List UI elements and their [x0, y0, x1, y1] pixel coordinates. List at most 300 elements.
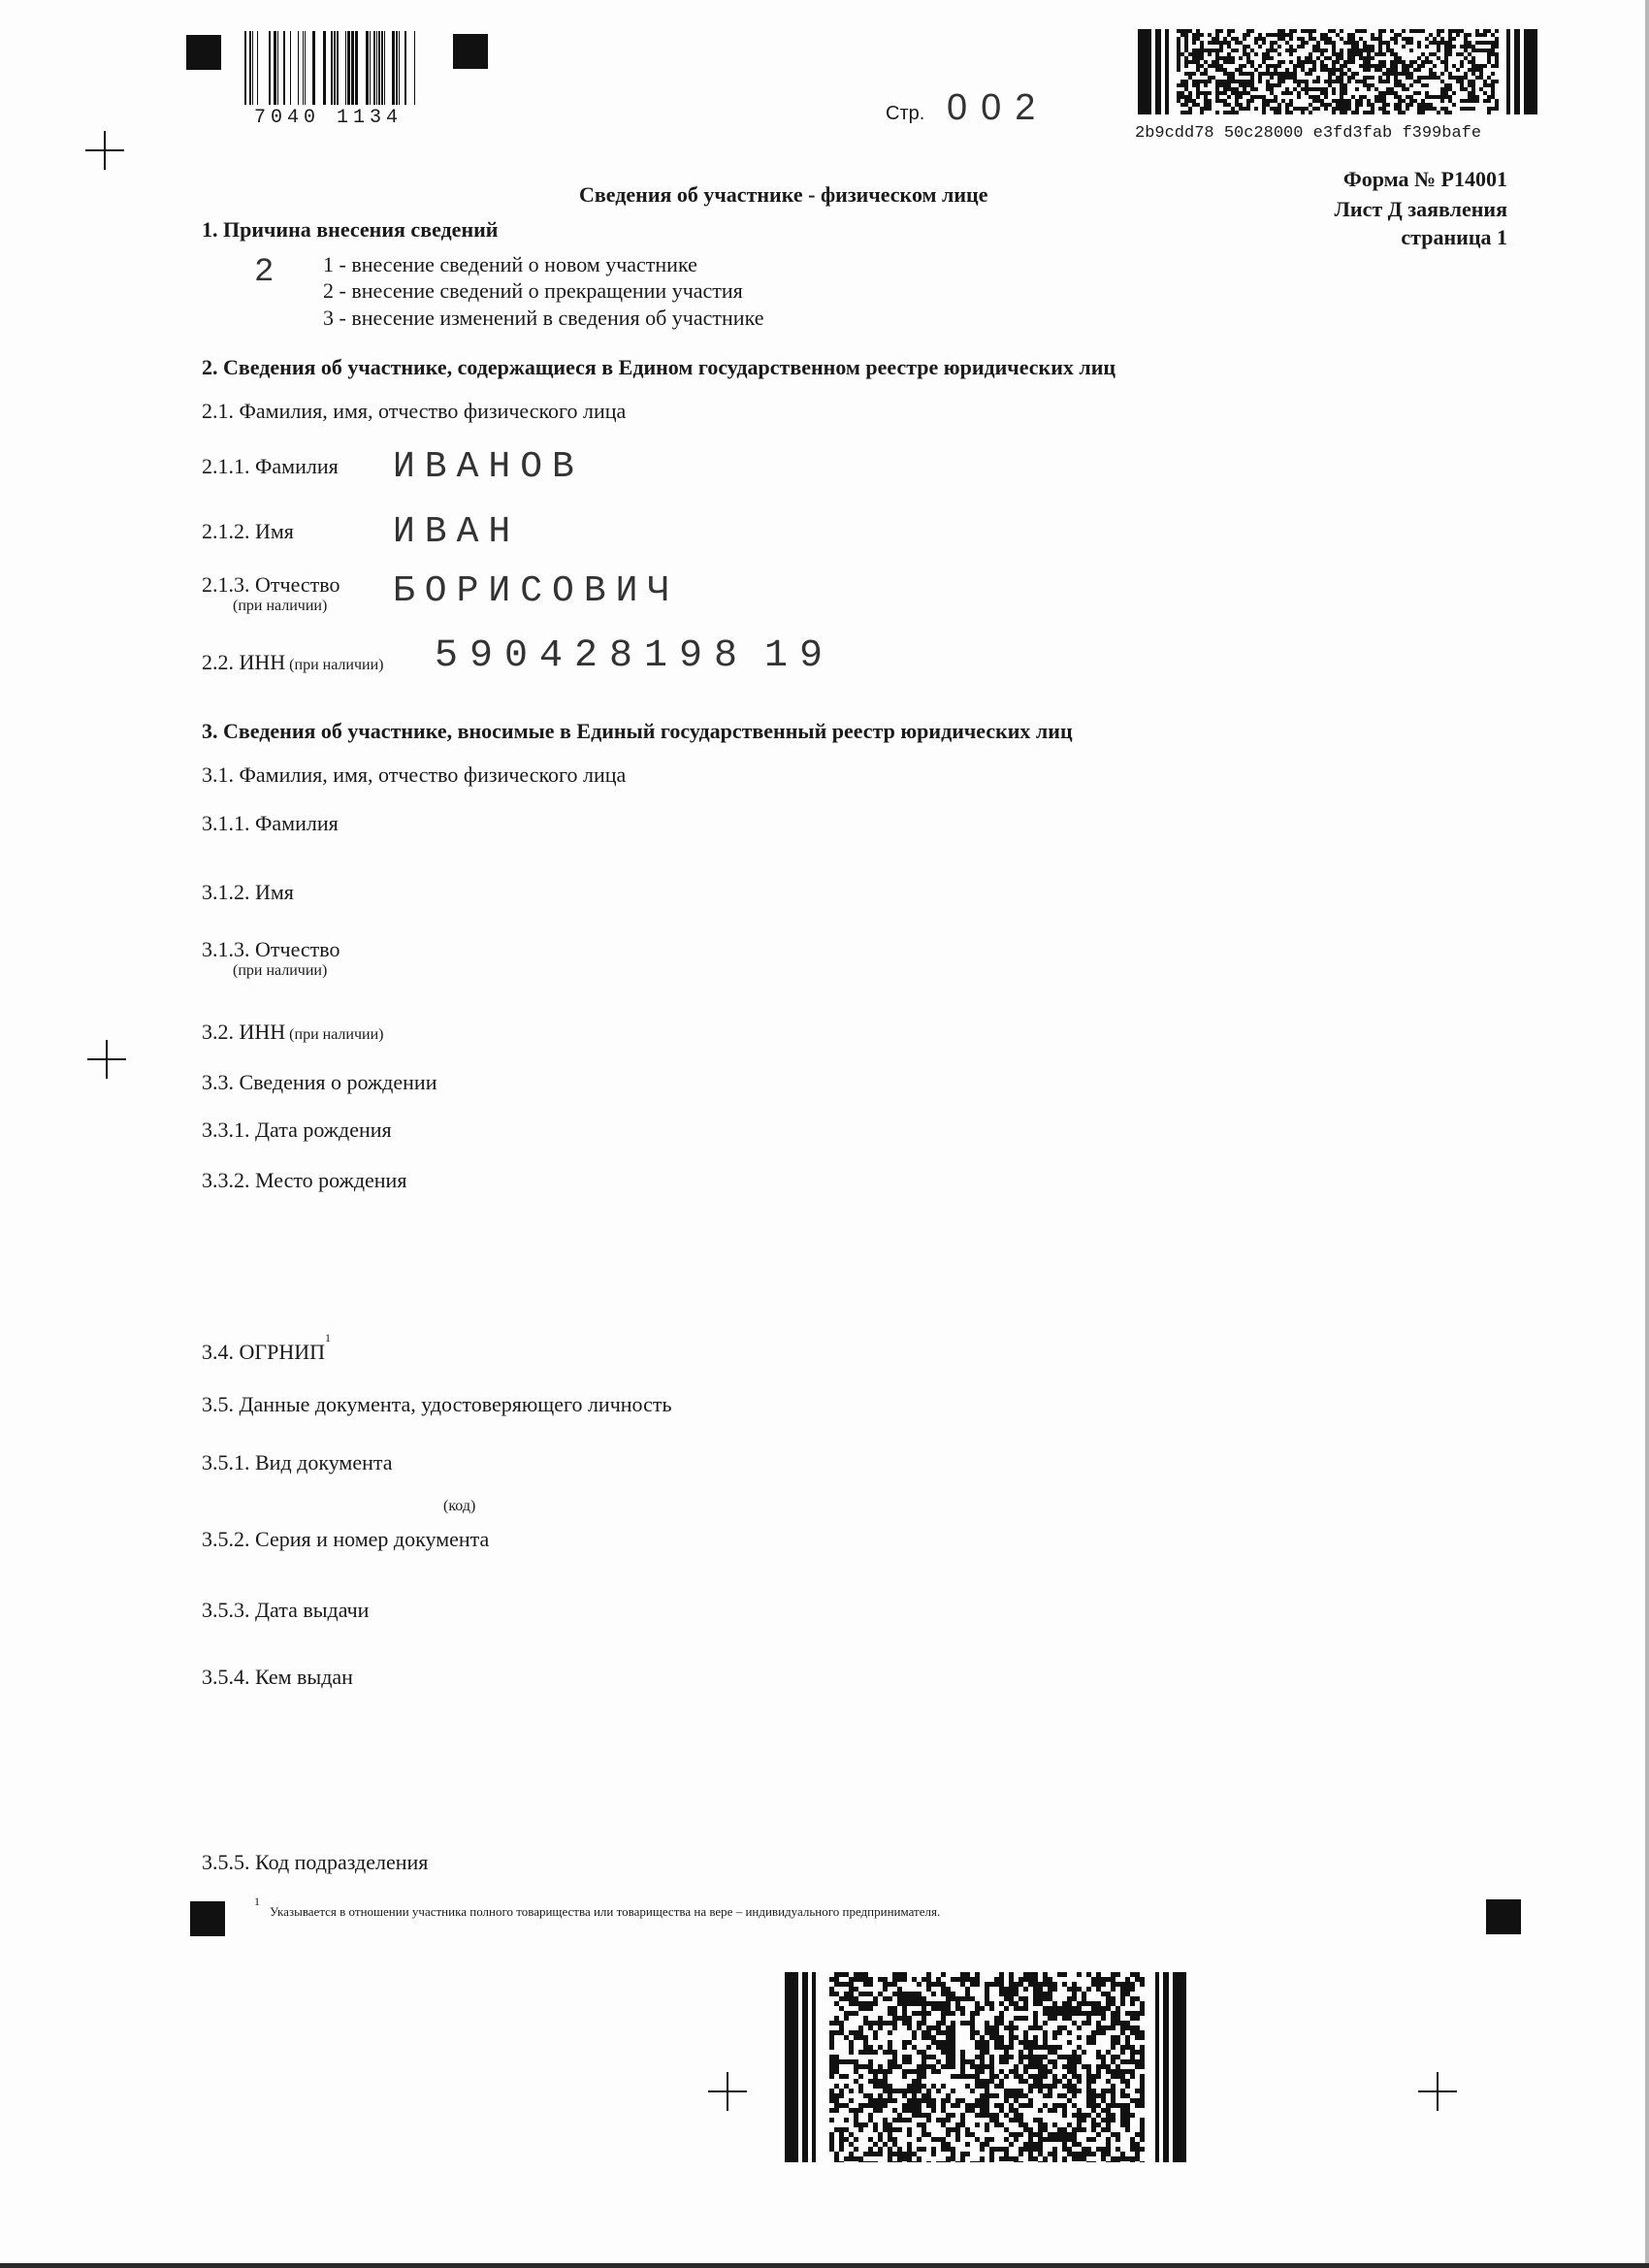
code-module [922, 2098, 926, 2103]
code-module [1038, 2074, 1043, 2079]
code-module [1120, 2079, 1125, 2084]
code-module [989, 2069, 994, 2074]
code-module [1487, 95, 1491, 99]
code-module [907, 2089, 912, 2093]
code-module [868, 2147, 873, 2152]
code-module [1077, 2025, 1082, 2030]
code-module [1062, 2108, 1067, 2113]
code-module [1057, 2127, 1062, 2132]
code-module [1101, 2089, 1106, 2093]
code-module [844, 2118, 849, 2122]
code-module [839, 2103, 844, 2108]
code-module [1215, 91, 1219, 95]
code-module [1371, 37, 1374, 41]
code-module [1483, 49, 1487, 52]
code-module [1215, 95, 1219, 99]
code-module [1072, 2156, 1077, 2161]
code-module [1028, 2074, 1033, 2079]
code-module [989, 2156, 994, 2161]
code-module [946, 1992, 951, 1996]
code-module [1402, 87, 1406, 91]
code-module [985, 2103, 989, 2108]
code-module [1440, 80, 1444, 83]
code-module [1140, 2030, 1145, 2035]
code-module [829, 2021, 834, 2025]
code-module [829, 2132, 834, 2137]
code-module [1009, 2142, 1014, 2147]
code-module [1028, 2064, 1033, 2069]
code-module [1125, 2035, 1130, 2040]
code-module [1301, 111, 1305, 114]
code-module [960, 2113, 965, 2118]
code-module [1328, 72, 1332, 76]
code-module [1471, 80, 1475, 83]
code-module [839, 2074, 844, 2079]
code-module [1250, 60, 1254, 64]
code-module [1460, 64, 1464, 68]
code-module [1437, 76, 1440, 80]
code-module [946, 1996, 951, 2001]
code-module [1023, 2127, 1028, 2132]
code-module [1231, 107, 1235, 111]
code-module [1239, 107, 1243, 111]
code-module [946, 2001, 951, 2006]
page-title: Сведения об участнике - физическом лице [579, 182, 988, 207]
code-module [1394, 68, 1398, 72]
code-module [1309, 56, 1312, 60]
reason-option-2: 2 - внесение сведений о прекращении участия [323, 278, 743, 303]
code-module [1096, 2025, 1101, 2030]
code-module [844, 2156, 849, 2161]
code-module [1082, 2118, 1086, 2122]
code-module [917, 2079, 922, 2084]
code-module [1367, 103, 1371, 107]
code-module [1101, 2016, 1106, 2021]
code-module [1038, 2084, 1043, 2089]
code-module [1043, 2156, 1048, 2161]
code-module [1111, 1996, 1116, 2001]
code-module [1266, 83, 1270, 87]
code-module [1336, 33, 1340, 37]
code-module [980, 2055, 985, 2059]
code-module [1091, 2103, 1096, 2108]
code-module [989, 2113, 994, 2118]
code-module [1130, 2050, 1135, 2055]
code-module [1180, 33, 1184, 37]
code-module [1009, 2055, 1014, 2059]
code-module [1177, 99, 1180, 103]
code-module [1460, 45, 1464, 49]
code-module [849, 2050, 854, 2055]
code-module [1177, 45, 1180, 49]
code-module [1340, 99, 1343, 103]
code-module [1305, 29, 1309, 33]
code-module [917, 2074, 922, 2079]
code-module [1192, 80, 1196, 83]
code-module [1250, 80, 1254, 83]
code-module [1067, 2055, 1072, 2059]
barcode-bar [399, 31, 400, 105]
code-module [868, 2079, 873, 2084]
code-module [922, 2069, 926, 2074]
code-module [1340, 29, 1343, 33]
code-module [1033, 1987, 1038, 1992]
code-module [854, 2147, 858, 2152]
code-module [1312, 87, 1316, 91]
code-module [873, 2050, 878, 2055]
code-module [1188, 107, 1192, 111]
code-module [1239, 68, 1243, 72]
barcode-bar [381, 31, 383, 105]
code-module [1223, 60, 1227, 64]
code-module [1014, 2093, 1018, 2098]
code-module [1196, 33, 1200, 37]
code-module [999, 2055, 1004, 2059]
birth-date-label: 3.3.1. Дата рождения [202, 1118, 392, 1142]
code-module [1125, 2069, 1130, 2074]
code-module [1495, 45, 1499, 49]
code-module [1067, 2040, 1072, 2045]
code-module [1227, 103, 1231, 107]
code-module [1421, 76, 1425, 80]
code-module [839, 2137, 844, 2142]
code-module [1475, 99, 1479, 103]
code-module [926, 2089, 931, 2093]
code-module [1086, 2016, 1091, 2021]
section2-heading: 2. Сведения об участнике, содержащиеся в Едином государственном реестре юридических лиц [202, 355, 1116, 379]
code-module [1116, 2137, 1120, 2142]
code-module [946, 2040, 951, 2045]
code-module [1347, 41, 1351, 45]
code-module [1390, 60, 1394, 64]
crosshair-mark-middle [87, 1040, 126, 1079]
code-module [1052, 2137, 1057, 2142]
code-module [1433, 52, 1437, 56]
code-module [1082, 2156, 1086, 2161]
code-module [907, 1992, 912, 1996]
code-module [1077, 2059, 1082, 2064]
code-module [897, 2001, 902, 2006]
code-module [897, 2113, 902, 2118]
code-module [1048, 2016, 1052, 2021]
code-module [960, 2161, 965, 2162]
code-module [946, 2156, 951, 2161]
code-module [902, 2074, 907, 2079]
code-module [1394, 95, 1398, 99]
code-module [960, 2055, 965, 2059]
code-module [1390, 52, 1394, 56]
code-module [1343, 103, 1347, 107]
registration-square-bottom-left [190, 1901, 225, 1936]
code-module [985, 2064, 989, 2069]
code-module [1231, 60, 1235, 64]
code-module [922, 2016, 926, 2021]
code-module [868, 2050, 873, 2055]
crosshair-mark-bottom-mid [708, 2072, 747, 2111]
code-module [1309, 52, 1312, 56]
code-module [873, 2030, 878, 2035]
code-module [1033, 2147, 1038, 2152]
birth-place-label: 3.3.2. Место рождения [202, 1168, 407, 1192]
code-module [1456, 29, 1460, 33]
code-module [1212, 49, 1215, 52]
code-module [829, 2089, 834, 2093]
code-module [1130, 1987, 1135, 1992]
code-module [1464, 76, 1468, 80]
code-module [1043, 2030, 1048, 2035]
code-module [922, 2113, 926, 2118]
code-module [883, 2079, 888, 2084]
code-module [1227, 72, 1231, 76]
code-module [849, 2142, 854, 2147]
surname-label: 2.1.1. Фамилия [202, 454, 339, 478]
code-module [834, 2001, 839, 2006]
code-module [1262, 60, 1266, 64]
code-module [1223, 87, 1227, 91]
code-module [1111, 2045, 1116, 2050]
code-module [946, 2093, 951, 2098]
code-module [844, 2074, 849, 2079]
code-module [1285, 87, 1289, 91]
code-module [1378, 33, 1382, 37]
code-module [1033, 2040, 1038, 2045]
code-module [1096, 2103, 1101, 2108]
code-module [1468, 107, 1471, 111]
code-module [1270, 72, 1274, 76]
code-module [1200, 41, 1204, 45]
code-module [960, 2021, 965, 2025]
code-module [936, 2045, 941, 2050]
code-module [994, 2035, 999, 2040]
code-module [888, 2122, 892, 2127]
code-module [1316, 95, 1320, 99]
code-module [868, 2098, 873, 2103]
code-module [1062, 1972, 1067, 1977]
code-module [1239, 91, 1243, 95]
code-module [936, 2118, 941, 2122]
code-module [970, 2132, 975, 2137]
code-module [1184, 45, 1188, 49]
code-module [1072, 2113, 1077, 2118]
code-module [1116, 2011, 1120, 2016]
code-module [1448, 99, 1452, 103]
code-module [1340, 49, 1343, 52]
code-module [1355, 52, 1359, 56]
code-module [1204, 107, 1208, 111]
code-module [1227, 80, 1231, 83]
code-module [1246, 29, 1250, 33]
code-module [1111, 2113, 1116, 2118]
code-module [989, 2001, 994, 2006]
code-module [1009, 1982, 1014, 1987]
code-module [985, 2127, 989, 2132]
guard-bar [1524, 29, 1537, 114]
code-module [1192, 49, 1196, 52]
code-module [1471, 68, 1475, 72]
code-module [989, 2064, 994, 2069]
code-module [1091, 2098, 1096, 2103]
code-module [1312, 64, 1316, 68]
code-module [1417, 68, 1421, 72]
code-module [1192, 33, 1196, 37]
code-module [1394, 37, 1398, 41]
code-module [1215, 60, 1219, 64]
code-module [1111, 2035, 1116, 2040]
ogrnip-footnote-mark: 1 [325, 1330, 332, 1345]
code-module [907, 2098, 912, 2103]
code-module [1018, 2161, 1023, 2162]
code-module [878, 2137, 883, 2142]
code-module [1184, 49, 1188, 52]
code-module [902, 1977, 907, 1982]
barcode-bar [283, 31, 285, 105]
code-module [1378, 64, 1382, 68]
code-module [897, 1987, 902, 1992]
code-module [1293, 107, 1297, 111]
code-module [960, 2074, 965, 2079]
code-module [970, 2089, 975, 2093]
code-module [1077, 2113, 1082, 2118]
reason-option-3: 3 - внесение изменений в сведения об участнике [323, 306, 764, 330]
code-module [1464, 33, 1468, 37]
code-module [1120, 2021, 1125, 2025]
code-module [1468, 99, 1471, 103]
code-module [878, 2132, 883, 2137]
code-module [970, 2059, 975, 2064]
code-module [1277, 107, 1281, 111]
code-module [1120, 2122, 1125, 2127]
code-module [1281, 29, 1285, 33]
code-module [1371, 111, 1374, 114]
code-module [1014, 2132, 1018, 2137]
code-module [1448, 29, 1452, 33]
code-module [1014, 1982, 1018, 1987]
code-module [1444, 45, 1448, 49]
code-module [1033, 2064, 1038, 2069]
code-module [999, 2035, 1004, 2040]
code-module [941, 2137, 946, 2142]
code-module [1072, 2089, 1077, 2093]
code-module [1018, 2006, 1023, 2011]
code-module [1378, 99, 1382, 103]
code-module [1072, 2074, 1077, 2079]
code-module [1316, 99, 1320, 103]
code-module [849, 2040, 854, 2045]
code-module [1130, 2011, 1135, 2016]
code-module [1125, 1977, 1130, 1982]
code-module [1340, 56, 1343, 60]
new-patronymic-note: (при наличии) [233, 962, 328, 979]
code-module [912, 2098, 917, 2103]
code-module [1487, 99, 1491, 103]
code-module [1116, 2016, 1120, 2021]
code-module [907, 2001, 912, 2006]
code-module [1386, 103, 1390, 107]
code-module [1033, 2001, 1038, 2006]
code-module [1077, 2035, 1082, 2040]
code-module [1052, 2001, 1057, 2006]
code-module [1140, 2055, 1145, 2059]
code-module [926, 1977, 931, 1982]
barcode-bar [351, 31, 354, 105]
code-module [1130, 2016, 1135, 2021]
guard-bar [802, 1972, 808, 2162]
barcode-bar [384, 31, 385, 105]
code-module [902, 2006, 907, 2011]
code-module [1101, 2152, 1106, 2156]
code-module [1386, 91, 1390, 95]
code-module [1208, 52, 1212, 56]
code-module [1091, 2040, 1096, 2045]
code-module [883, 2098, 888, 2103]
code-module [858, 1972, 863, 1977]
code-module [1382, 91, 1386, 95]
patronymic-note: (при наличии) [233, 598, 328, 614]
code-module [1111, 1982, 1116, 1987]
code-module [1371, 33, 1374, 37]
section3-heading: 3. Сведения об участнике, вносимые в Единый государственный реестр юридических лиц [202, 719, 1073, 743]
code-module [1033, 2132, 1038, 2137]
code-module [1433, 107, 1437, 111]
code-module [931, 2064, 936, 2069]
code-module [902, 2021, 907, 2025]
code-module [1140, 2011, 1145, 2016]
code-module [946, 2055, 951, 2059]
code-module [1471, 91, 1475, 95]
code-module [1082, 1992, 1086, 1996]
code-module [1246, 56, 1250, 60]
code-module [1309, 111, 1312, 114]
code-module [1223, 68, 1227, 72]
code-module [1406, 41, 1409, 45]
code-module [1023, 2030, 1028, 2035]
code-module [1460, 76, 1464, 80]
code-module [1052, 2050, 1057, 2055]
code-module [1116, 2055, 1120, 2059]
code-module [897, 2089, 902, 2093]
barcode-bar [323, 31, 326, 105]
code-module [1106, 2118, 1111, 2122]
code-module [999, 1977, 1004, 1982]
code-module [1091, 1977, 1096, 1982]
code-module [1448, 76, 1452, 80]
code-module [1033, 2059, 1038, 2064]
code-module [1101, 1977, 1106, 1982]
code-module [1052, 1987, 1057, 1992]
code-module [1223, 56, 1227, 60]
code-module [1096, 2132, 1101, 2137]
code-module [1096, 2113, 1101, 2118]
code-module [1312, 45, 1316, 49]
code-module [1440, 37, 1444, 41]
code-module [1285, 68, 1289, 72]
code-module [1402, 83, 1406, 87]
code-module [1135, 2147, 1140, 2152]
code-module [1082, 2011, 1086, 2016]
code-module [1246, 83, 1250, 87]
code-module [1009, 2093, 1014, 2098]
code-module [985, 1987, 989, 1992]
code-module [1281, 33, 1285, 37]
code-module [1243, 83, 1246, 87]
code-module [892, 2021, 897, 2025]
code-module [1332, 68, 1336, 72]
code-module [1091, 2035, 1096, 2040]
code-module [1120, 2108, 1125, 2113]
barcode-bar [396, 31, 398, 105]
code-module [1052, 2079, 1057, 2084]
code-module [994, 2040, 999, 2045]
